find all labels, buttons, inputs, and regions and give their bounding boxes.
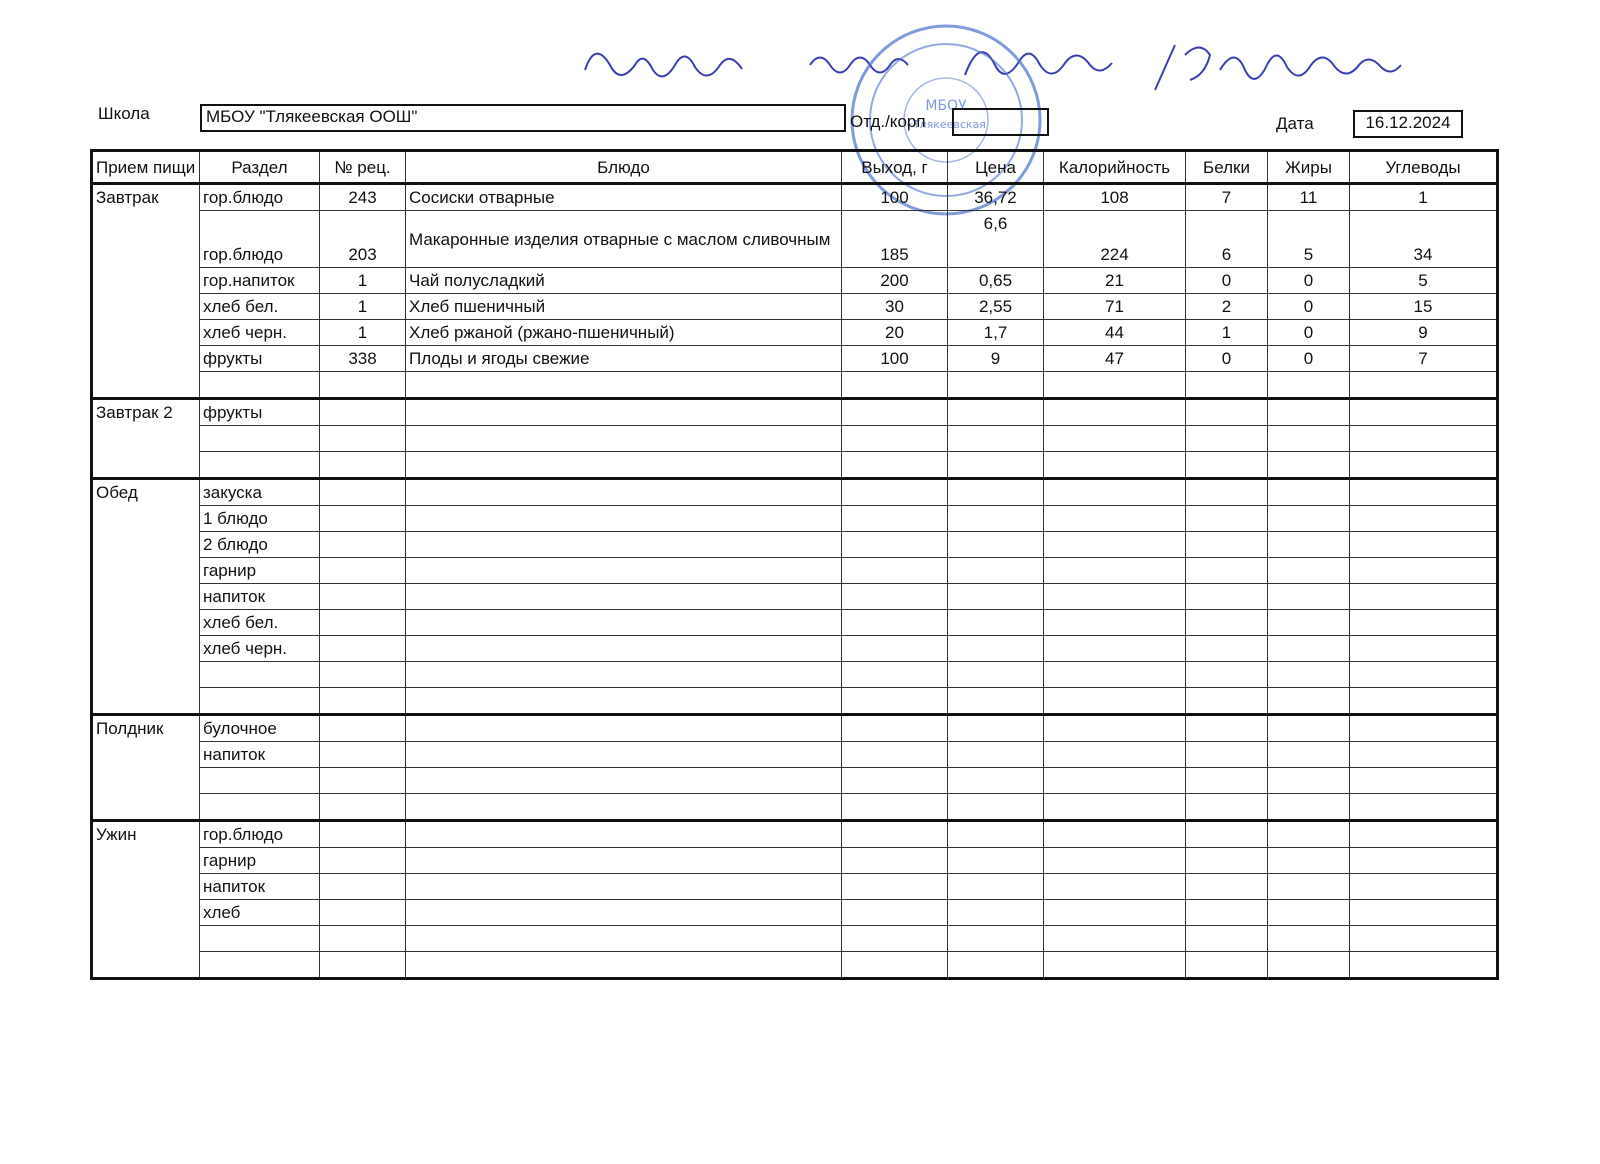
- table-row: [92, 532, 1498, 558]
- col-recipe: № рец.: [320, 151, 406, 184]
- meal-lunch: Обед: [92, 479, 200, 715]
- meal-breakfast: Завтрак: [92, 184, 200, 399]
- section-cell: [200, 952, 320, 979]
- section-cell: закуска: [200, 479, 320, 506]
- menu-table: [90, 149, 1499, 980]
- yield-cell: 200: [842, 268, 948, 294]
- protein-cell: 0: [1186, 346, 1268, 372]
- table-row: [92, 584, 1498, 610]
- table-row: [92, 268, 1498, 294]
- school-label: Школа: [98, 104, 150, 123]
- col-fat: Жиры: [1268, 151, 1350, 184]
- table-row: [92, 211, 1498, 268]
- col-yield: Выход, г: [842, 151, 948, 184]
- protein-cell: 0: [1186, 268, 1268, 294]
- section-cell: хлеб бел.: [200, 610, 320, 636]
- school-value: МБОУ "Тлякеевская ООШ": [200, 104, 846, 132]
- dish-cell: Чай полусладкий: [406, 268, 842, 294]
- section-cell: 2 блюдо: [200, 532, 320, 558]
- table-row: [92, 794, 1498, 821]
- dish-cell: Хлеб пшеничный: [406, 294, 842, 320]
- recipe-cell: 1: [320, 320, 406, 346]
- fat-cell: 0: [1268, 294, 1350, 320]
- section-cell: [200, 452, 320, 479]
- section-cell: [200, 768, 320, 794]
- table-row: [92, 742, 1498, 768]
- meal-breakfast-2: Завтрак 2: [92, 399, 200, 479]
- dish-cell: Макаронные изделия отварные с маслом сливочным: [406, 211, 842, 268]
- kcal-cell: 21: [1044, 268, 1186, 294]
- section-cell: 1 блюдо: [200, 506, 320, 532]
- section-cell: фрукты: [200, 346, 320, 372]
- section-cell: гор.блюдо: [200, 821, 320, 848]
- kcal-cell: 44: [1044, 320, 1186, 346]
- svg-text:«Тлякеевская: «Тлякеевская: [906, 118, 986, 131]
- section-cell: хлеб: [200, 900, 320, 926]
- table-row: [92, 768, 1498, 794]
- table-row: [92, 320, 1498, 346]
- carbs-cell: 34: [1350, 211, 1498, 268]
- signature-text: Директор школы Мусина / Г.М. Мусина: [580, 30, 598, 31]
- col-meal: Прием пищи: [92, 151, 200, 184]
- protein-cell: 7: [1186, 184, 1268, 211]
- col-dish: Блюдо: [406, 151, 842, 184]
- price-cell: 9: [948, 346, 1044, 372]
- price-cell: 0,65: [948, 268, 1044, 294]
- section-cell: гарнир: [200, 558, 320, 584]
- table-row: [92, 184, 1498, 211]
- table-row: [92, 610, 1498, 636]
- table-row: [92, 506, 1498, 532]
- section-cell: [200, 662, 320, 688]
- section-cell: [200, 926, 320, 952]
- table-row: [92, 715, 1498, 742]
- price-cell: 2,55: [948, 294, 1044, 320]
- section-cell: напиток: [200, 584, 320, 610]
- section-cell: хлеб черн.: [200, 320, 320, 346]
- fat-cell: 5: [1268, 211, 1350, 268]
- carbs-cell: 1: [1350, 184, 1498, 211]
- recipe-cell: 243: [320, 184, 406, 211]
- meal-snack: Полдник: [92, 715, 200, 821]
- col-protein: Белки: [1186, 151, 1268, 184]
- yield-cell: 100: [842, 184, 948, 211]
- table-row: [92, 900, 1498, 926]
- svg-text:МБОУ: МБОУ: [925, 98, 967, 114]
- recipe-cell: 203: [320, 211, 406, 268]
- table-row: [92, 636, 1498, 662]
- table-row: [92, 821, 1498, 848]
- dish-cell: Сосиски отварные: [406, 184, 842, 211]
- yield-cell: 185: [842, 211, 948, 268]
- col-section: Раздел: [200, 151, 320, 184]
- section-cell: хлеб бел.: [200, 294, 320, 320]
- kcal-cell: 108: [1044, 184, 1186, 211]
- table-row: [92, 294, 1498, 320]
- dish-cell: Плоды и ягоды свежие: [406, 346, 842, 372]
- dish-cell: Хлеб ржаной (ржано-пшеничный): [406, 320, 842, 346]
- recipe-cell: 1: [320, 268, 406, 294]
- table-row: [92, 372, 1498, 399]
- kcal-cell: 71: [1044, 294, 1186, 320]
- recipe-cell: 1: [320, 294, 406, 320]
- table-row: [92, 479, 1498, 506]
- meal-dinner: Ужин: [92, 821, 200, 979]
- section-cell: фрукты: [200, 399, 320, 426]
- section-cell: хлеб черн.: [200, 636, 320, 662]
- table-row: [92, 874, 1498, 900]
- price-cell: 6,6: [948, 211, 1044, 268]
- section-cell: [200, 794, 320, 821]
- section-cell: [200, 688, 320, 715]
- price-cell: 36,72: [948, 184, 1044, 211]
- section-cell: напиток: [200, 742, 320, 768]
- table-row: [92, 688, 1498, 715]
- yield-cell: 20: [842, 320, 948, 346]
- col-kcal: Калорийность: [1044, 151, 1186, 184]
- date-value: 16.12.2024: [1353, 110, 1463, 138]
- protein-cell: 6: [1186, 211, 1268, 268]
- dept-label: Отд./корп: [850, 112, 926, 131]
- section-cell: напиток: [200, 874, 320, 900]
- table-row: [92, 346, 1498, 372]
- carbs-cell: 9: [1350, 320, 1498, 346]
- section-cell: [200, 426, 320, 452]
- col-price: Цена: [948, 151, 1044, 184]
- section-cell: булочное: [200, 715, 320, 742]
- yield-cell: 100: [842, 346, 948, 372]
- price-cell: 1,7: [948, 320, 1044, 346]
- section-cell: гор.блюдо: [200, 184, 320, 211]
- recipe-cell: 338: [320, 346, 406, 372]
- header-row: [92, 151, 1498, 184]
- carbs-cell: 5: [1350, 268, 1498, 294]
- protein-cell: 1: [1186, 320, 1268, 346]
- table-row: [92, 662, 1498, 688]
- kcal-cell: 47: [1044, 346, 1186, 372]
- protein-cell: 2: [1186, 294, 1268, 320]
- kcal-cell: 224: [1044, 211, 1186, 268]
- fat-cell: 0: [1268, 320, 1350, 346]
- table-row: [92, 558, 1498, 584]
- section-cell: гарнир: [200, 848, 320, 874]
- table-row: [92, 926, 1498, 952]
- table-row: [92, 399, 1498, 426]
- fat-cell: 11: [1268, 184, 1350, 211]
- table-row: [92, 452, 1498, 479]
- date-label: Дата: [1276, 114, 1314, 133]
- fat-cell: 0: [1268, 268, 1350, 294]
- table-row: [92, 952, 1498, 979]
- yield-cell: 30: [842, 294, 948, 320]
- carbs-cell: 15: [1350, 294, 1498, 320]
- table-row: [92, 426, 1498, 452]
- carbs-cell: 7: [1350, 346, 1498, 372]
- dept-value: [952, 108, 1049, 136]
- section-cell: гор.напиток: [200, 268, 320, 294]
- fat-cell: 0: [1268, 346, 1350, 372]
- table-row: [92, 848, 1498, 874]
- section-cell: [200, 372, 320, 399]
- col-carbs: Углеводы: [1350, 151, 1498, 184]
- section-cell: гор.блюдо: [200, 211, 320, 268]
